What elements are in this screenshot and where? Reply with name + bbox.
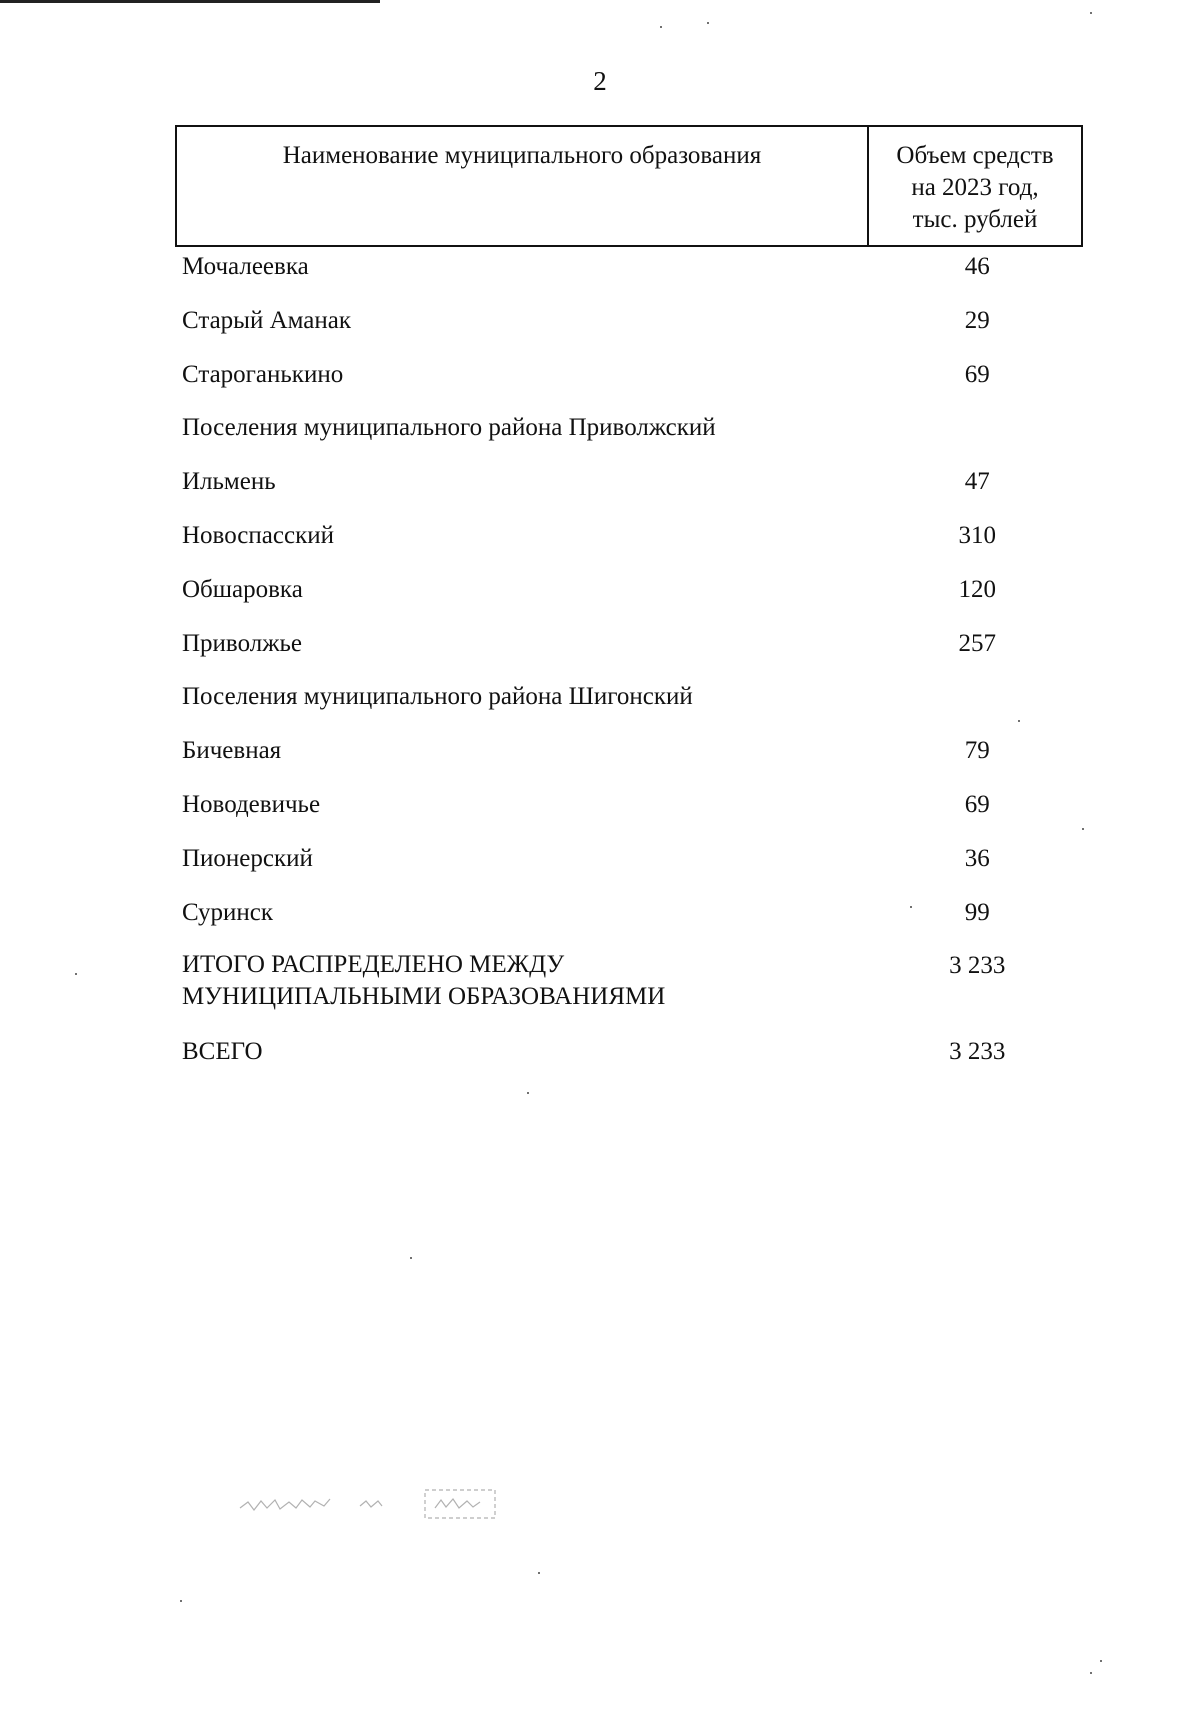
row-name: Ильмень: [182, 468, 276, 496]
row-name: Суринск: [182, 898, 274, 926]
row-name: Староганькино: [182, 360, 344, 388]
group-heading: Поселения муниципального района Приволжский: [182, 414, 716, 442]
total-distributed-label: ИТОГО РАСПРЕДЕЛЕНО МЕЖДУ МУНИЦИПАЛЬНЫМИ ОБРАЗОВАНИЯМИ: [182, 951, 666, 1011]
table-header: [175, 125, 1083, 247]
table-row: [182, 304, 1082, 358]
row-value: 310: [958, 521, 996, 549]
grand-total-label: ВСЕГО: [182, 1038, 263, 1066]
page-number: 2: [593, 66, 607, 96]
row-value: 69: [964, 360, 990, 388]
table-row: [182, 465, 1082, 519]
row-name: Обшаровка: [182, 575, 303, 603]
table-row-group-heading: [182, 411, 1082, 465]
scan-speck: [1100, 1660, 1102, 1662]
row-name: Новоспасский: [182, 521, 334, 549]
table-row: [182, 358, 1082, 412]
total-distributed-value: 3 233: [949, 952, 1006, 980]
row-value: 36: [964, 844, 990, 872]
grand-total-row: [182, 1035, 1082, 1089]
total-distributed-row: [182, 949, 1082, 1035]
row-name: Пионерский: [182, 844, 313, 872]
group-heading: Поселения муниципального района Шигонский: [182, 683, 693, 711]
header-amount-column: Объем средств на 2023 год, тыс. рублей: [896, 142, 1054, 233]
scan-speck: [910, 906, 912, 908]
table-row: [182, 788, 1082, 842]
row-name: Старый Аманак: [182, 306, 352, 334]
registration-stamp-mark: [235, 1478, 525, 1528]
row-value: 79: [964, 737, 990, 765]
row-value: 120: [958, 575, 996, 603]
scan-speck: [538, 1572, 540, 1574]
row-name: Новодевичье: [182, 790, 321, 818]
table-row: [182, 734, 1082, 788]
table-row: [182, 573, 1082, 627]
table-row: [182, 842, 1082, 896]
row-name: Мочалеевка: [182, 253, 309, 280]
table-row: [182, 250, 1082, 304]
scan-speck: [707, 22, 709, 24]
scan-speck: [180, 1600, 182, 1602]
grand-total-value: 3 233: [949, 1038, 1006, 1066]
table-body: [182, 250, 1082, 1089]
row-value: 99: [964, 898, 990, 926]
scan-speck: [660, 26, 662, 28]
row-value: 69: [964, 790, 990, 818]
scan-speck: [1082, 828, 1084, 830]
row-value: 46: [964, 253, 990, 280]
header-name-column: Наименование муниципального образования: [177, 127, 869, 245]
table-row: [182, 627, 1082, 681]
row-name: Бичевная: [182, 737, 282, 765]
row-value: 47: [964, 468, 990, 496]
scan-speck: [1090, 12, 1092, 14]
top-edge-rule: [0, 0, 380, 3]
row-value: 29: [964, 306, 990, 334]
scan-speck: [1090, 1672, 1092, 1674]
row-name: Приволжье: [182, 629, 302, 657]
row-value: 257: [958, 629, 996, 657]
scan-speck: [410, 1257, 412, 1259]
table-row-group-heading: [182, 680, 1082, 734]
scan-speck: [527, 1092, 529, 1094]
table-row: [182, 896, 1082, 950]
table-row: [182, 519, 1082, 573]
scan-speck: [1018, 720, 1020, 722]
scan-speck: [75, 973, 77, 975]
